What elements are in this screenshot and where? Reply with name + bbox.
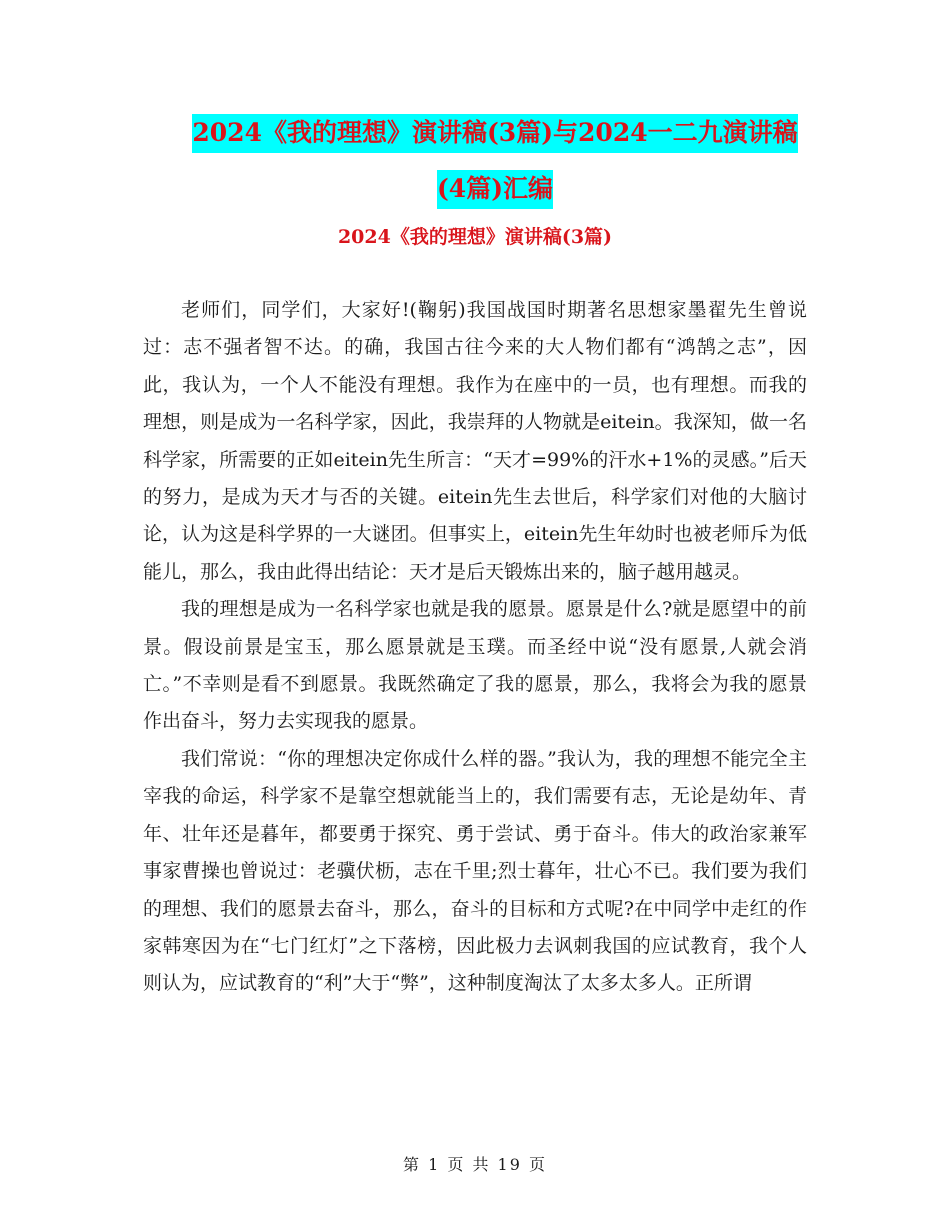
page-footer: 第 1 页 共 19 页	[403, 1155, 547, 1174]
title-line-2: (4篇)汇编	[437, 170, 553, 209]
title-line-1: 2024《我的理想》演讲稿(3篇)与2024一二九演讲稿	[192, 114, 797, 153]
document-title	[120, 108, 870, 220]
paragraph-2: 我的理想是成为一名科学家也就是我的愿景。愿景是什么?就是愿望中的前景。假设前景是宝玉，那么愿景就是玉璞。而圣经中说“没有愿景,人就会消亡。”不幸则是看不到愿景。我既然确定了我的愿景，那么，我将会为我的愿景作出奋斗，努力去实现我的愿景。	[143, 598, 807, 733]
paragraph-1: 老师们，同学们，大家好!(鞠躬)我国战国时期著名思想家墨翟先生曾说过：志不强者智不达。的确，我国古往今来的大人物们都有“鸿鹄之志”，因此，我认为，一个人不能没有理想。我作为在座中的一员，也有理想。而我的理想，则是成为一名科学家，因此，我崇拜的人物就是eitein。我深知，做一名科学家，所需要的正如eitein先生所言：“天才=99%的汗水+1%的灵感。”后天的努力，是成为天才与否的关键。eitein先生去世后，科学家们对他的大脑讨论，认为这是科学界的一大谜团。但事实上，eitein先生年幼时也被老师斥为低能儿，那么，我由此得出结论：天才是后天锻炼出来的，脑子越用越灵。	[143, 299, 807, 583]
section-title: 2024《我的理想》演讲稿(3篇)	[337, 226, 613, 248]
paragraph-3: 我们常说：“你的理想决定你成什么样的器。”我认为，我的理想不能完全主宰我的命运，科学家不是靠空想就能当上的，我们需要有志，无论是幼年、青年、壮年还是暮年，都要勇于探究、勇于尝试、勇于奋斗。伟大的政治家兼军事家曹操也曾说过：老骥伏枥，志在千里;烈士暮年，壮心不已。我们要为我们的理想、我们的愿景去奋斗，那么，奋斗的目标和方式呢?在中同学中走红的作家韩寒因为在“七门红灯”之下落榜，因此极力去讽刺我国的应试教育，我个人则认为，应试教育的“利”大于“弊”，这种制度淘汰了太多太多人。正所谓	[143, 747, 807, 995]
body-text	[143, 292, 807, 1003]
